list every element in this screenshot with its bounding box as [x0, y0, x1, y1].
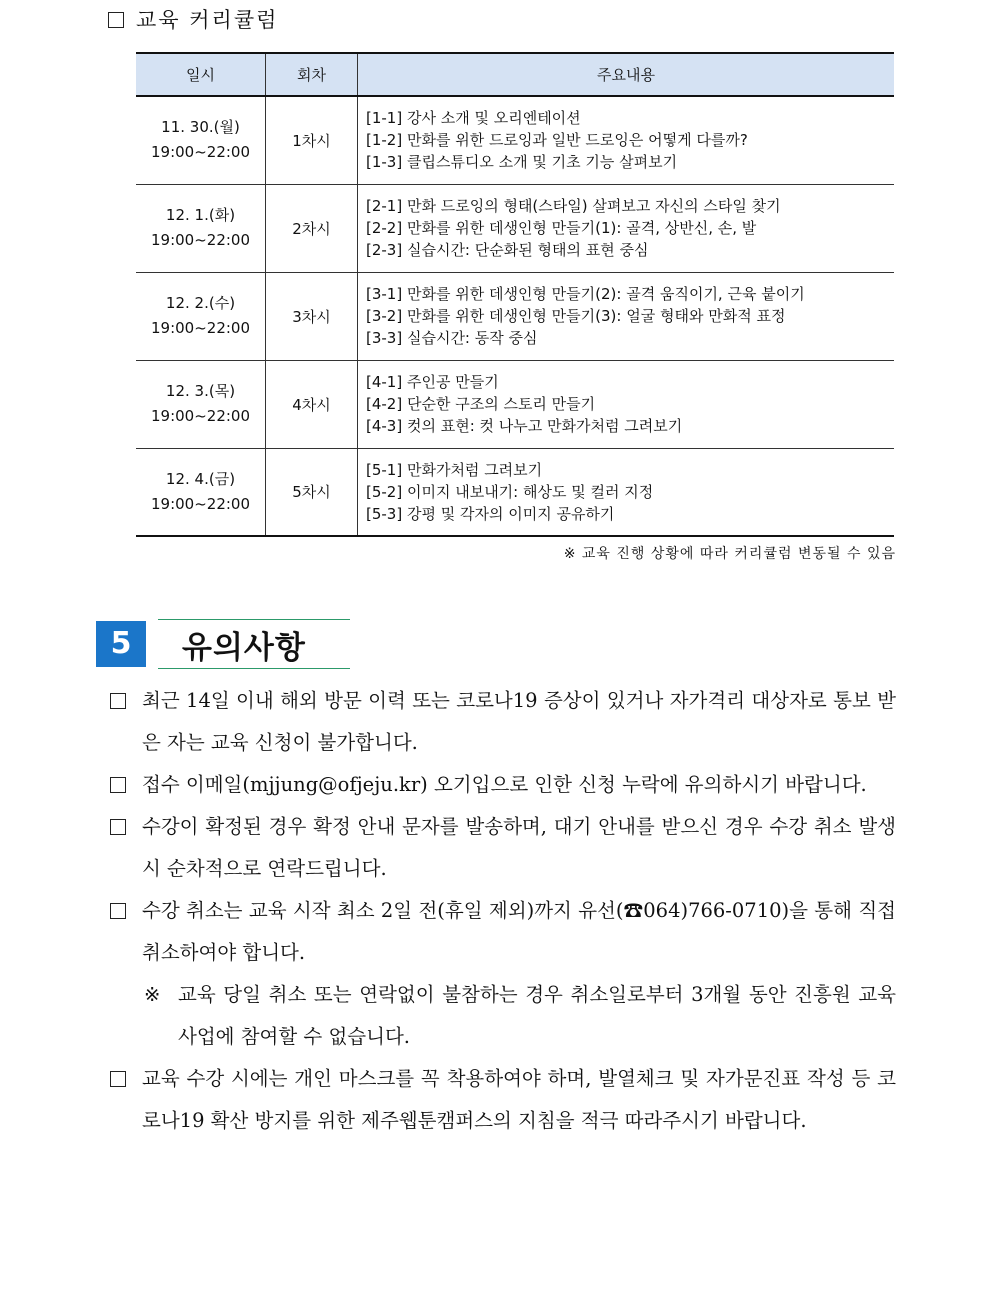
- time-text: 19:00~22:00: [150, 407, 251, 425]
- content-item: [2-2] 만화를 위한 데생인형 만들기(1): 골격, 상반신, 손, 발: [366, 219, 757, 237]
- notice-subnote: [106, 974, 896, 1058]
- notice-text: 접수 이메일(mjjung@ofjeju.kr) 오기입으로 인한 신청 누락에 유의하시기 바랍니다.: [142, 773, 867, 796]
- table-row: [136, 96, 894, 184]
- checkbox-square-icon: [110, 1071, 126, 1087]
- session-cell: 5차시: [266, 448, 358, 536]
- curriculum-heading-text: 교육 커리큘럼: [136, 8, 279, 32]
- date-cell: [136, 96, 266, 184]
- notice-item: [106, 890, 896, 974]
- content-item: [5-3] 강평 및 각자의 이미지 공유하기: [366, 504, 615, 523]
- time-text: 19:00~22:00: [150, 231, 251, 249]
- curriculum-table: [136, 52, 894, 537]
- table-header-row: [136, 53, 894, 96]
- section-number-badge: 5: [96, 621, 146, 667]
- content-item: [3-1] 만화를 위한 데생인형 만들기(2): 골격 움직이기, 근육 붙이기: [366, 285, 805, 303]
- subnote-text: 교육 당일 취소 또는 연락없이 불참하는 경우 취소일로부터 3개월 동안 진흥원 교육 사업에 참여할 수 없습니다.: [178, 983, 896, 1048]
- checkbox-square-icon: [108, 12, 124, 28]
- date-cell: [136, 360, 266, 448]
- notice-text: 수강 취소는 교육 시작 최소 2일 전(휴일 제외)까지 유선(☎064)766-0710)을 통해 직접 취소하여야 합니다.: [142, 899, 896, 964]
- checkbox-square-icon: [110, 903, 126, 919]
- table-row: [136, 184, 894, 272]
- curriculum-heading: [108, 4, 278, 34]
- curriculum-note: ※ 교육 진행 상황에 따라 커리큘럼 변동될 수 있음: [563, 546, 896, 562]
- content-item: [3-2] 만화를 위한 데생인형 만들기(3): 얼굴 형태와 만화적 표정: [366, 307, 786, 325]
- session-cell: 3차시: [266, 272, 358, 360]
- content-item: [4-3] 컷의 표현: 컷 나누고 만화가처럼 그려보기: [366, 417, 683, 435]
- content-cell: [358, 96, 895, 184]
- content-item: [5-1] 만화가처럼 그려보기: [366, 460, 543, 479]
- notice-list: [106, 680, 896, 1142]
- date-text: 12. 3.(목): [165, 382, 236, 400]
- notice-item: [106, 806, 896, 890]
- checkbox-square-icon: [110, 693, 126, 709]
- session-cell: 4차시: [266, 360, 358, 448]
- content-item: [4-1] 주인공 만들기: [366, 373, 499, 391]
- date-cell: [136, 448, 266, 536]
- time-text: 19:00~22:00: [150, 319, 251, 337]
- table-row: [136, 360, 894, 448]
- session-cell: 1차시: [266, 96, 358, 184]
- notice-item: [106, 680, 896, 764]
- notice-text: 최근 14일 이내 해외 방문 이력 또는 코로나19 증상이 있거나 자가격리 대상자로 통보 받은 자는 교육 신청이 불가합니다.: [142, 689, 896, 754]
- notice-item: [106, 764, 896, 806]
- date-cell: [136, 272, 266, 360]
- section-title-frame: [158, 619, 350, 669]
- header-session: 회차: [266, 53, 358, 96]
- date-cell: [136, 184, 266, 272]
- time-text: 19:00~22:00: [150, 143, 251, 162]
- notice-text: 수강이 확정된 경우 확정 안내 문자를 발송하며, 대기 안내를 받으신 경우 수강 취소 발생 시 순차적으로 연락드립니다.: [142, 815, 896, 880]
- checkbox-square-icon: [110, 819, 126, 835]
- date-text: 12. 1.(화): [165, 206, 236, 224]
- content-item: [1-3] 클립스튜디오 소개 및 기초 기능 살펴보기: [366, 153, 678, 172]
- date-text: 12. 4.(금): [165, 469, 236, 488]
- content-cell: [358, 448, 895, 536]
- content-cell: [358, 184, 895, 272]
- header-content: 주요내용: [358, 53, 895, 96]
- table-row: [136, 272, 894, 360]
- header-date: 일시: [136, 53, 266, 96]
- content-item: [2-3] 실습시간: 단순화된 형태의 표현 중심: [366, 241, 649, 259]
- checkbox-square-icon: [110, 777, 126, 793]
- notice-text: 교육 수강 시에는 개인 마스크를 꼭 착용하여야 하며, 발열체크 및 자가문진표 작성 등 코로나19 확산 방지를 위한 제주웹툰캠퍼스의 지침을 적극 따라주시기 바랍니다.: [142, 1067, 896, 1132]
- content-cell: [358, 272, 895, 360]
- notice-item: [106, 1058, 896, 1142]
- session-cell: 2차시: [266, 184, 358, 272]
- content-cell: [358, 360, 895, 448]
- content-item: [3-3] 실습시간: 동작 중심: [366, 329, 538, 347]
- content-item: [1-1] 강사 소개 및 오리엔테이션: [366, 109, 581, 128]
- reference-mark: ※: [144, 983, 161, 1006]
- content-item: [5-2] 이미지 내보내기: 해상도 및 컬러 지정: [366, 482, 654, 501]
- section-title: 유의사항: [182, 630, 306, 666]
- content-item: [1-2] 만화를 위한 드로잉과 일반 드로잉은 어떻게 다를까?: [366, 131, 748, 150]
- date-text: 11. 30.(월): [161, 118, 240, 137]
- time-text: 19:00~22:00: [150, 494, 251, 513]
- table-row: [136, 448, 894, 536]
- content-item: [2-1] 만화 드로잉의 형태(스타일) 살펴보고 자신의 스타일 찾기: [366, 197, 781, 215]
- date-text: 12. 2.(수): [165, 294, 236, 312]
- content-item: [4-2] 단순한 구조의 스토리 만들기: [366, 395, 596, 413]
